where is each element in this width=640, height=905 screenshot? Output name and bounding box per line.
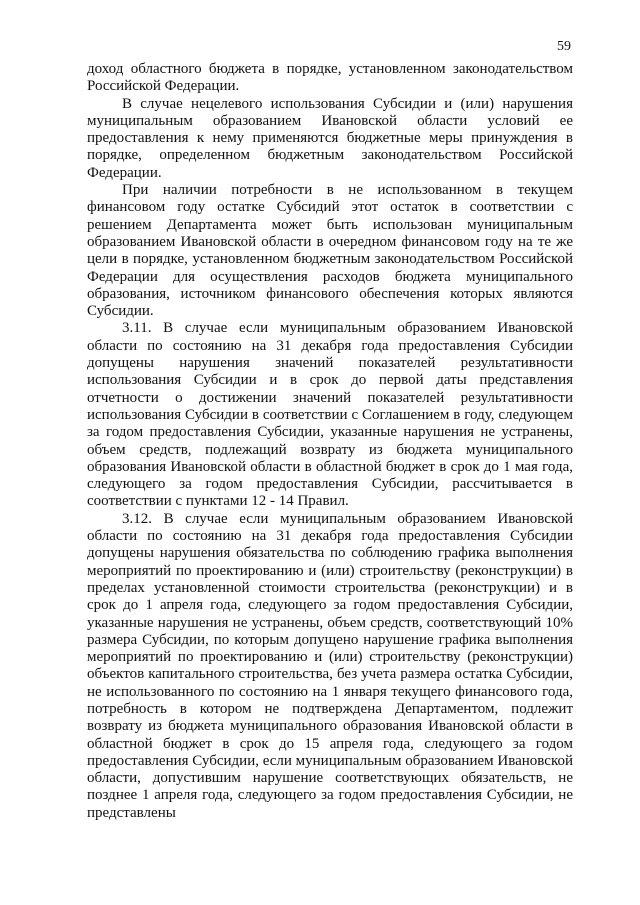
paragraph-clause-3-11: 3.11. В случае если муниципальным образованием Ивановской области по состоянию на 31 декабря года предоставления Субсидии допущены нарушения значений показателей результативности использования Субсидии и в срок до первой даты представления отчетности о достижении значений показателей результативности использования Субсидии в соответствии с Соглашением в году, следующем за годом предоставления Субсидии, указанные нарушения не устранены, объем средств, подлежащий возврату из бюджета муниципального образования Ивановской области в областной бюджет в срок до 1 мая года, следующего за годом предоставления Субсидии, рассчитывается в соответствии с пунктами 12 - 14 Правил. (87, 320, 573, 510)
page-number: 59 (557, 39, 571, 54)
paragraph-unused-balance: При наличии потребности в не использованном в текущем финансовом году остатке Субсидий этот остаток в соответствии с решением Департамента может быть использован муниципальным образованием Ивановской области в очередном финансовом году на те же цели в порядке, установленном бюджетным законодательством Российской Федерации для осуществления расходов бюджета муниципального образования, источником финансового обеспечения которых являются Субсидии. (87, 182, 573, 320)
document-body (87, 61, 573, 822)
paragraph-misuse-of-subsidy: В случае нецелевого использования Субсидии и (или) нарушения муниципальным образованием Ивановской области условий ее предоставления к нему применяются бюджетные меры принуждения в порядке, определенном бюджетным законодательством Российской Федерации. (87, 95, 573, 181)
paragraph-continuation: доход областного бюджета в порядке, установленном законодательством Российской Федерации. (87, 61, 573, 95)
paragraph-clause-3-12: 3.12. В случае если муниципальным образованием Ивановской области по состоянию на 31 декабря года предоставления Субсидии допущены нарушения обязательства по соблюдению графика выполнения мероприятий по проектированию и (или) строительству (реконструкции) в пределах установленной стоимости строительства (реконструкции) и в срок до 1 апреля года, следующего за годом предоставления Субсидии, указанные нарушения не устранены, объем средств, соответствующий 10% размера Субсидии, по которым допущено нарушение графика выполнения мероприятий по проектированию и (или) строительству (реконструкции) объектов капитального строительства, без учета размера остатка Субсидии, не использованного по состоянию на 1 января текущего финансового года, потребность в котором не подтверждена Департаментом, подлежит возврату из бюджета муниципального образования Ивановской области в областной бюджет в срок до 15 апреля года, следующего за годом предоставления Субсидии, если муниципальным образованием Ивановской области, допустившим нарушение соответствующих обязательств, не позднее 1 апреля года, следующего за годом предоставления Субсидии, не представлены (87, 510, 573, 821)
